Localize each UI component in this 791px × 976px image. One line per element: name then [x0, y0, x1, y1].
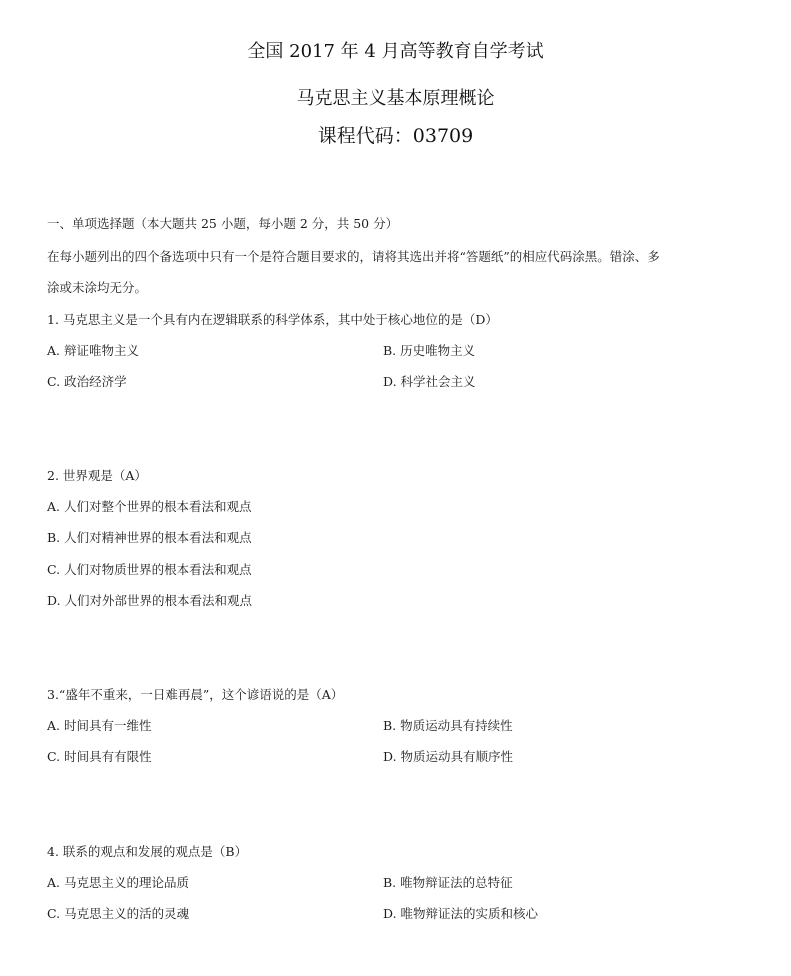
option-c: C. 时间具有有限性	[47, 749, 152, 764]
option-a: A. 辩证唯物主义	[47, 343, 139, 358]
option-d: D. 唯物辩证法的实质和核心	[383, 906, 539, 921]
option-b: B. 物质运动具有持续性	[383, 718, 513, 733]
option-b: B. 历史唯物主义	[383, 343, 476, 358]
option-b: B. 唯物辩证法的总特征	[383, 875, 513, 890]
option-b: B. 人们对精神世界的根本看法和观点	[47, 530, 252, 545]
option-d: D. 科学社会主义	[383, 374, 476, 389]
question-stem: 2. 世界观是（A）	[47, 468, 147, 483]
option-a: A. 人们对整个世界的根本看法和观点	[47, 499, 252, 514]
instruction-line-2: 涂或未涂均无分。	[47, 280, 148, 295]
option-d: D. 人们对外部世界的根本看法和观点	[47, 593, 253, 608]
question-stem: 3.“盛年不重来，一日难再晨”，这个谚语说的是（A）	[47, 687, 344, 702]
course-code: 课程代码：03709	[317, 125, 474, 147]
question-stem: 1. 马克思主义是一个具有内在逻辑联系的科学体系，其中处于核心地位的是（D）	[47, 312, 498, 327]
option-a: A. 马克思主义的理论品质	[47, 875, 189, 890]
subject-title: 马克思主义基本原理概论	[296, 88, 495, 109]
question-stem: 4. 联系的观点和发展的观点是（B）	[47, 844, 248, 859]
section-heading: 一、单项选择题（本大题共 25 小题，每小题 2 分，共 50 分）	[47, 216, 399, 231]
exam-title: 全国 2017 年 4 月高等教育自学考试	[247, 41, 544, 62]
option-c: C. 马克思主义的活的灵魂	[47, 906, 190, 921]
instruction-line-1: 在每小题列出的四个备选项中只有一个是符合题目要求的，请将其选出并将“答题纸”的相应代码涂黑。错涂、多	[47, 249, 660, 264]
option-c: C. 政治经济学	[47, 374, 127, 389]
option-c: C. 人们对物质世界的根本看法和观点	[47, 562, 252, 577]
option-a: A. 时间具有一维性	[47, 718, 152, 733]
option-d: D. 物质运动具有顺序性	[383, 749, 514, 764]
